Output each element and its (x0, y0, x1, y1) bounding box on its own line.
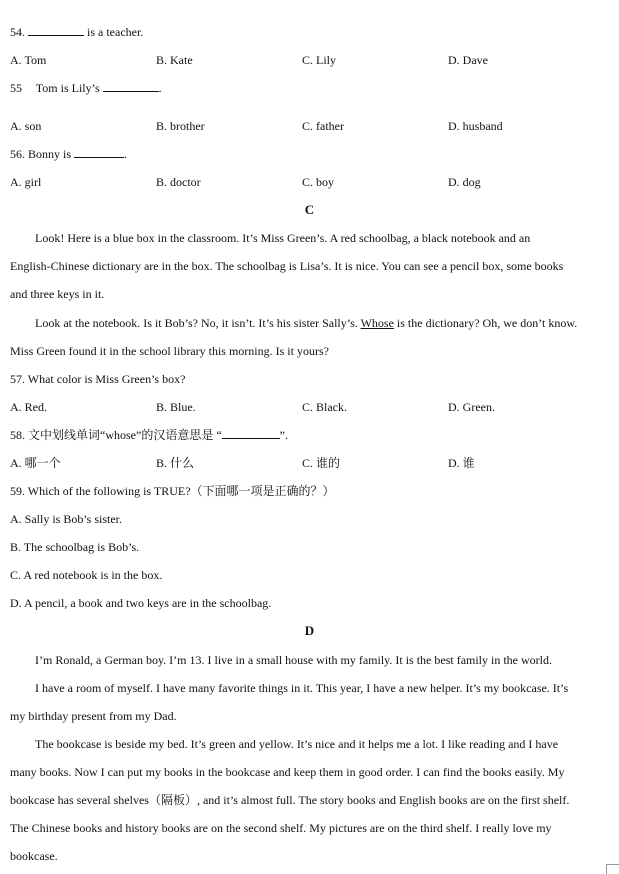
option-c: C. A red notebook is in the box. (10, 568, 163, 582)
option-b: B. doctor (156, 175, 201, 189)
option-d: D. Dave (448, 53, 488, 67)
option-a: A. Red. (10, 400, 47, 414)
question-text: is a teacher. (87, 25, 144, 39)
passage-c-line: Miss Green found it in the school library this morning. Is it yours? (10, 344, 329, 358)
answer-blank (103, 81, 159, 92)
question-text: Tom is Lily’s (35, 81, 100, 95)
passage-d-line: I have a room of myself. I have many favorite things in it. This year, I have a new helper. It’s my bookcase. It’s (35, 681, 569, 695)
passage-c-line (35, 316, 577, 330)
option-b: B. Kate (156, 53, 193, 67)
passage-d-line: my birthday present from my Dad. (10, 709, 177, 723)
answer-blank (28, 25, 84, 36)
question-tail: . (158, 81, 162, 95)
option-d: D. husband (448, 119, 503, 133)
passage-d-line: bookcase. (10, 849, 58, 863)
option-a: A. Tom (10, 53, 47, 67)
option-b: B. 什么 (156, 456, 195, 470)
passage-c-line: and three keys in it. (10, 287, 105, 301)
option-c: C. Lily (302, 53, 337, 67)
question-56-stem (10, 147, 127, 161)
passage-text: is the dictionary? Oh, we don’t know. (396, 316, 578, 330)
option-d: D. 谁 (448, 456, 475, 470)
option-b: B. brother (156, 119, 205, 133)
option-c: C. father (302, 119, 344, 133)
answer-blank (74, 147, 124, 158)
option-b: B. The schoolbag is Bob’s. (10, 540, 140, 554)
passage-d-line: The bookcase is beside my bed. It’s green and yellow. It’s nice and it helps me a lot. I like reading and I have (35, 737, 559, 751)
option-d: D. A pencil, a book and two keys are in the schoolbag. (10, 596, 272, 610)
question-54-stem (10, 25, 143, 39)
option-c: C. boy (302, 175, 335, 189)
option-c: C. 谁的 (302, 456, 341, 470)
option-b: B. Blue. (156, 400, 196, 414)
passage-d-line: I’m Ronald, a German boy. I’m 13. I live in a small house with my family. It is the best family in the world. (35, 653, 553, 667)
question-number: 55 (10, 81, 22, 95)
option-a: A. 哪一个 (10, 456, 61, 470)
option-c: C. Black. (302, 400, 347, 414)
option-d: D. Green. (448, 400, 495, 414)
question-tail: ”. (279, 428, 288, 442)
passage-d-line: The Chinese books and history books are on the second shelf. My pictures are on the third shelf. I really love my (10, 821, 552, 835)
underlined-word: Whose (360, 316, 394, 330)
question-number: 54. (10, 25, 25, 39)
question-tail: . (124, 147, 128, 161)
passage-d-line: many books. Now I can put my books in the bookcase and keep them in good order. I can find the books easily. My (10, 765, 565, 779)
section-heading-c: C (304, 202, 315, 217)
passage-text: Look at the notebook. Is it Bob’s? No, it isn’t. It’s his sister Sally’s. (35, 316, 358, 330)
option-d: D. dog (448, 175, 481, 189)
question-text: 56. Bonny is (10, 147, 72, 161)
option-a: A. Sally is Bob’s sister. (10, 512, 123, 526)
passage-c-line: Look! Here is a blue box in the classroom. It’s Miss Green’s. A red schoolbag, a black notebook and an (35, 231, 531, 245)
section-heading-d: D (304, 623, 315, 638)
option-a: A. girl (10, 175, 42, 189)
passage-d-line: bookcase has several shelves（隔板）, and it’s almost full. The story books and English books are on the first shelf. (10, 793, 570, 807)
question-57-stem: 57. What color is Miss Green’s box? (10, 372, 186, 386)
answer-blank (222, 428, 280, 439)
option-a: A. son (10, 119, 42, 133)
question-59-stem: 59. Which of the following is TRUE?（下面哪一项是正确的？） (10, 484, 335, 498)
question-55-stem (10, 81, 162, 95)
question-text: 58. 文中划线单词“whose”的汉语意思是 “ (10, 428, 222, 442)
question-58-stem (10, 428, 288, 442)
passage-c-line: English-Chinese dictionary are in the box. The schoolbag is Lisa’s. It is nice. You can see a pencil box, some books (10, 259, 564, 273)
